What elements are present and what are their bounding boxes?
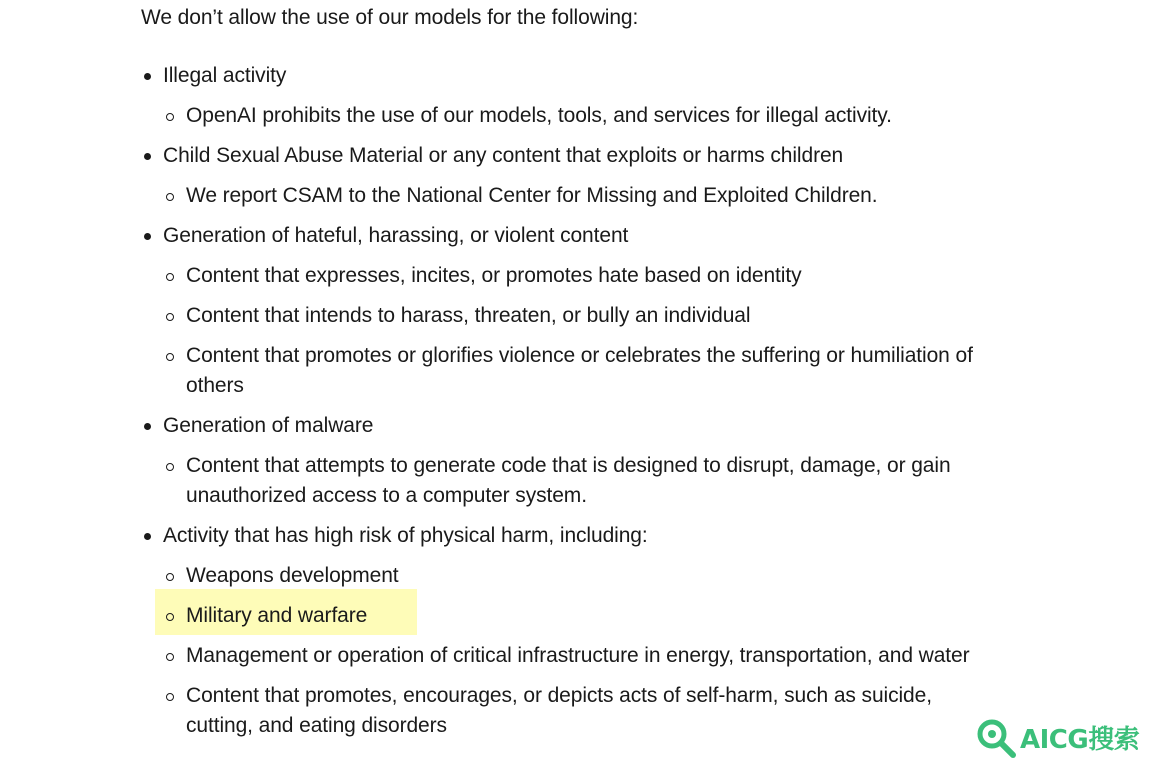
sub-list-item (163, 341, 991, 411)
sub-list-item (163, 561, 991, 601)
sub-list-item-text: Military and warfare (186, 604, 368, 627)
circle-bullet-icon (166, 653, 174, 661)
disc-bullet-icon (144, 533, 151, 540)
sub-list-item (163, 301, 991, 341)
list-item-label: Generation of hateful, harassing, or violent content (163, 224, 629, 247)
circle-bullet-icon (166, 353, 174, 361)
watermark-text: AICG搜索 (1020, 725, 1140, 755)
list-item-physical-harm (141, 521, 1001, 751)
list-item-label: Child Sexual Abuse Material or any content that exploits or harms children (163, 144, 844, 167)
sub-list-item-text: We report CSAM to the National Center for Missing and Exploited Children. (186, 184, 878, 207)
sub-list-item-text: Content that attempts to generate code that is designed to disrupt, damage, or gain unauthorized access to a computer system. (186, 454, 951, 507)
sub-list-item-text: Management or operation of critical infrastructure in energy, transportation, and water (186, 644, 970, 667)
sub-list-item (163, 101, 991, 141)
circle-bullet-icon (166, 463, 174, 471)
sub-list (163, 451, 1001, 521)
sub-list (163, 561, 1001, 751)
list-item-illegal-activity (141, 61, 1001, 141)
circle-bullet-icon (166, 193, 174, 201)
usage-policy-content (141, 0, 1001, 751)
sub-list-item-text: Weapons development (186, 564, 399, 587)
list-item-hateful-content (141, 221, 1001, 411)
disc-bullet-icon (144, 153, 151, 160)
watermark-logo (970, 708, 1164, 767)
circle-bullet-icon (166, 273, 174, 281)
sub-list (163, 181, 1001, 221)
sub-list-item-highlighted (163, 601, 991, 641)
sub-list-item-text: Content that intends to harass, threaten, or bully an individual (186, 304, 751, 327)
list-item-label: Generation of malware (163, 414, 374, 437)
sub-list-item-text: OpenAI prohibits the use of our models, tools, and services for illegal activity. (186, 104, 892, 127)
list-item-csam (141, 141, 1001, 221)
sub-list-item-text: Content that expresses, incites, or promotes hate based on identity (186, 264, 802, 287)
sub-list-item (163, 261, 991, 301)
intro-text: We don’t allow the use of our models for the following: (141, 6, 639, 29)
prohibited-uses-list (141, 61, 1001, 751)
circle-bullet-icon (166, 693, 174, 701)
disc-bullet-icon (144, 423, 151, 430)
list-item-label: Illegal activity (163, 64, 287, 87)
circle-bullet-icon (166, 113, 174, 121)
sub-list-item-text: Content that promotes or glorifies violence or celebrates the suffering or humiliation of others (186, 344, 973, 397)
circle-bullet-icon (166, 313, 174, 321)
list-item-malware (141, 411, 1001, 521)
sub-list-item (163, 451, 991, 521)
sub-list (163, 101, 1001, 141)
disc-bullet-icon (144, 233, 151, 240)
list-item-label: Activity that has high risk of physical harm, including: (163, 524, 648, 547)
sub-list-item (163, 641, 991, 681)
sub-list (163, 261, 1001, 411)
sub-list-item (163, 181, 991, 221)
search-magnifier-icon (974, 716, 1018, 760)
sub-list-item-text: Content that promotes, encourages, or depicts acts of self-harm, such as suicide, cutting, and eating disorders (186, 684, 932, 737)
circle-bullet-icon (166, 613, 174, 621)
circle-bullet-icon (166, 573, 174, 581)
disc-bullet-icon (144, 73, 151, 80)
sub-list-item (163, 681, 991, 751)
